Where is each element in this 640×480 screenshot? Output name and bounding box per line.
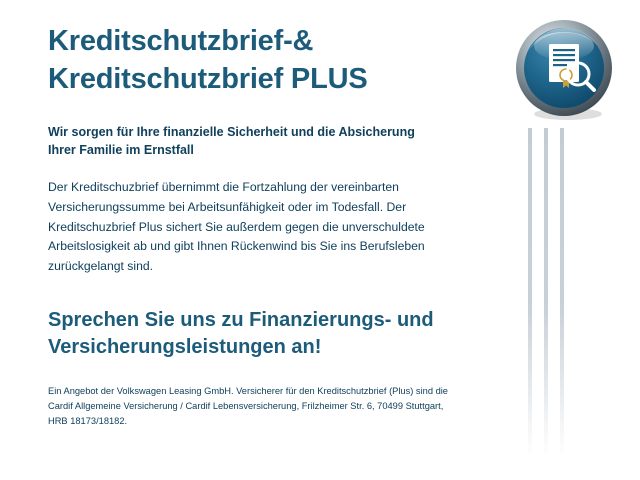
document-content (48, 22, 488, 429)
fineprint-line-3: HRB 18173/18182. (48, 416, 128, 427)
stripe-3 (560, 128, 564, 458)
lead-paragraph (48, 123, 488, 161)
stripe-2 (544, 128, 548, 458)
body-line-5: zurückgelangt sind. (48, 259, 154, 274)
title-line-2: Kreditschutzbrief PLUS (48, 63, 368, 96)
lead-line-1: Wir sorgen für Ihre finanzielle Sicherheit und die Absicherung (48, 124, 415, 139)
fineprint-line-1: Ein Angebot der Volkswagen Leasing GmbH. Versicherer für den Kreditschutzbrief (Plus) sind die (48, 386, 448, 397)
lead-line-2: Ihrer Familie im Ernstfall (48, 143, 194, 158)
body-line-2: Versicherungssumme bei Arbeitsunfähigkeit oder im Todesfall. Der (48, 199, 407, 214)
body-line-4: Arbeitslosigkeit ab und gibt Ihnen Rückenwind bis Sie ins Berufsleben (48, 239, 425, 254)
title-line-1: Kreditschutzbrief-& (48, 25, 314, 57)
cta-line-2: Versicherungsleistungen an! (48, 336, 322, 359)
body-paragraph (48, 178, 488, 277)
certificate-seal-icon (514, 18, 618, 122)
fineprint-line-2: Cardif Allgemeine Versicherung / Cardif Lebensversicherung, Frilzheimer Str. 6, 70499 Stuttgart, (48, 401, 444, 412)
decorative-stripes (520, 128, 590, 458)
fineprint-disclaimer (48, 384, 448, 429)
body-line-1: Der Kreditschuzbrief übernimmt die Fortzahlung der vereinbarten (48, 180, 399, 195)
body-line-3: Kreditschuzbrief Plus sichert Sie außerdem gegen die unverschuldete (48, 219, 425, 234)
page-title (48, 22, 488, 99)
cta-line-1: Sprechen Sie uns zu Finanzierungs- und (48, 308, 434, 331)
call-to-action-heading (48, 307, 488, 362)
stripe-1 (528, 128, 532, 458)
